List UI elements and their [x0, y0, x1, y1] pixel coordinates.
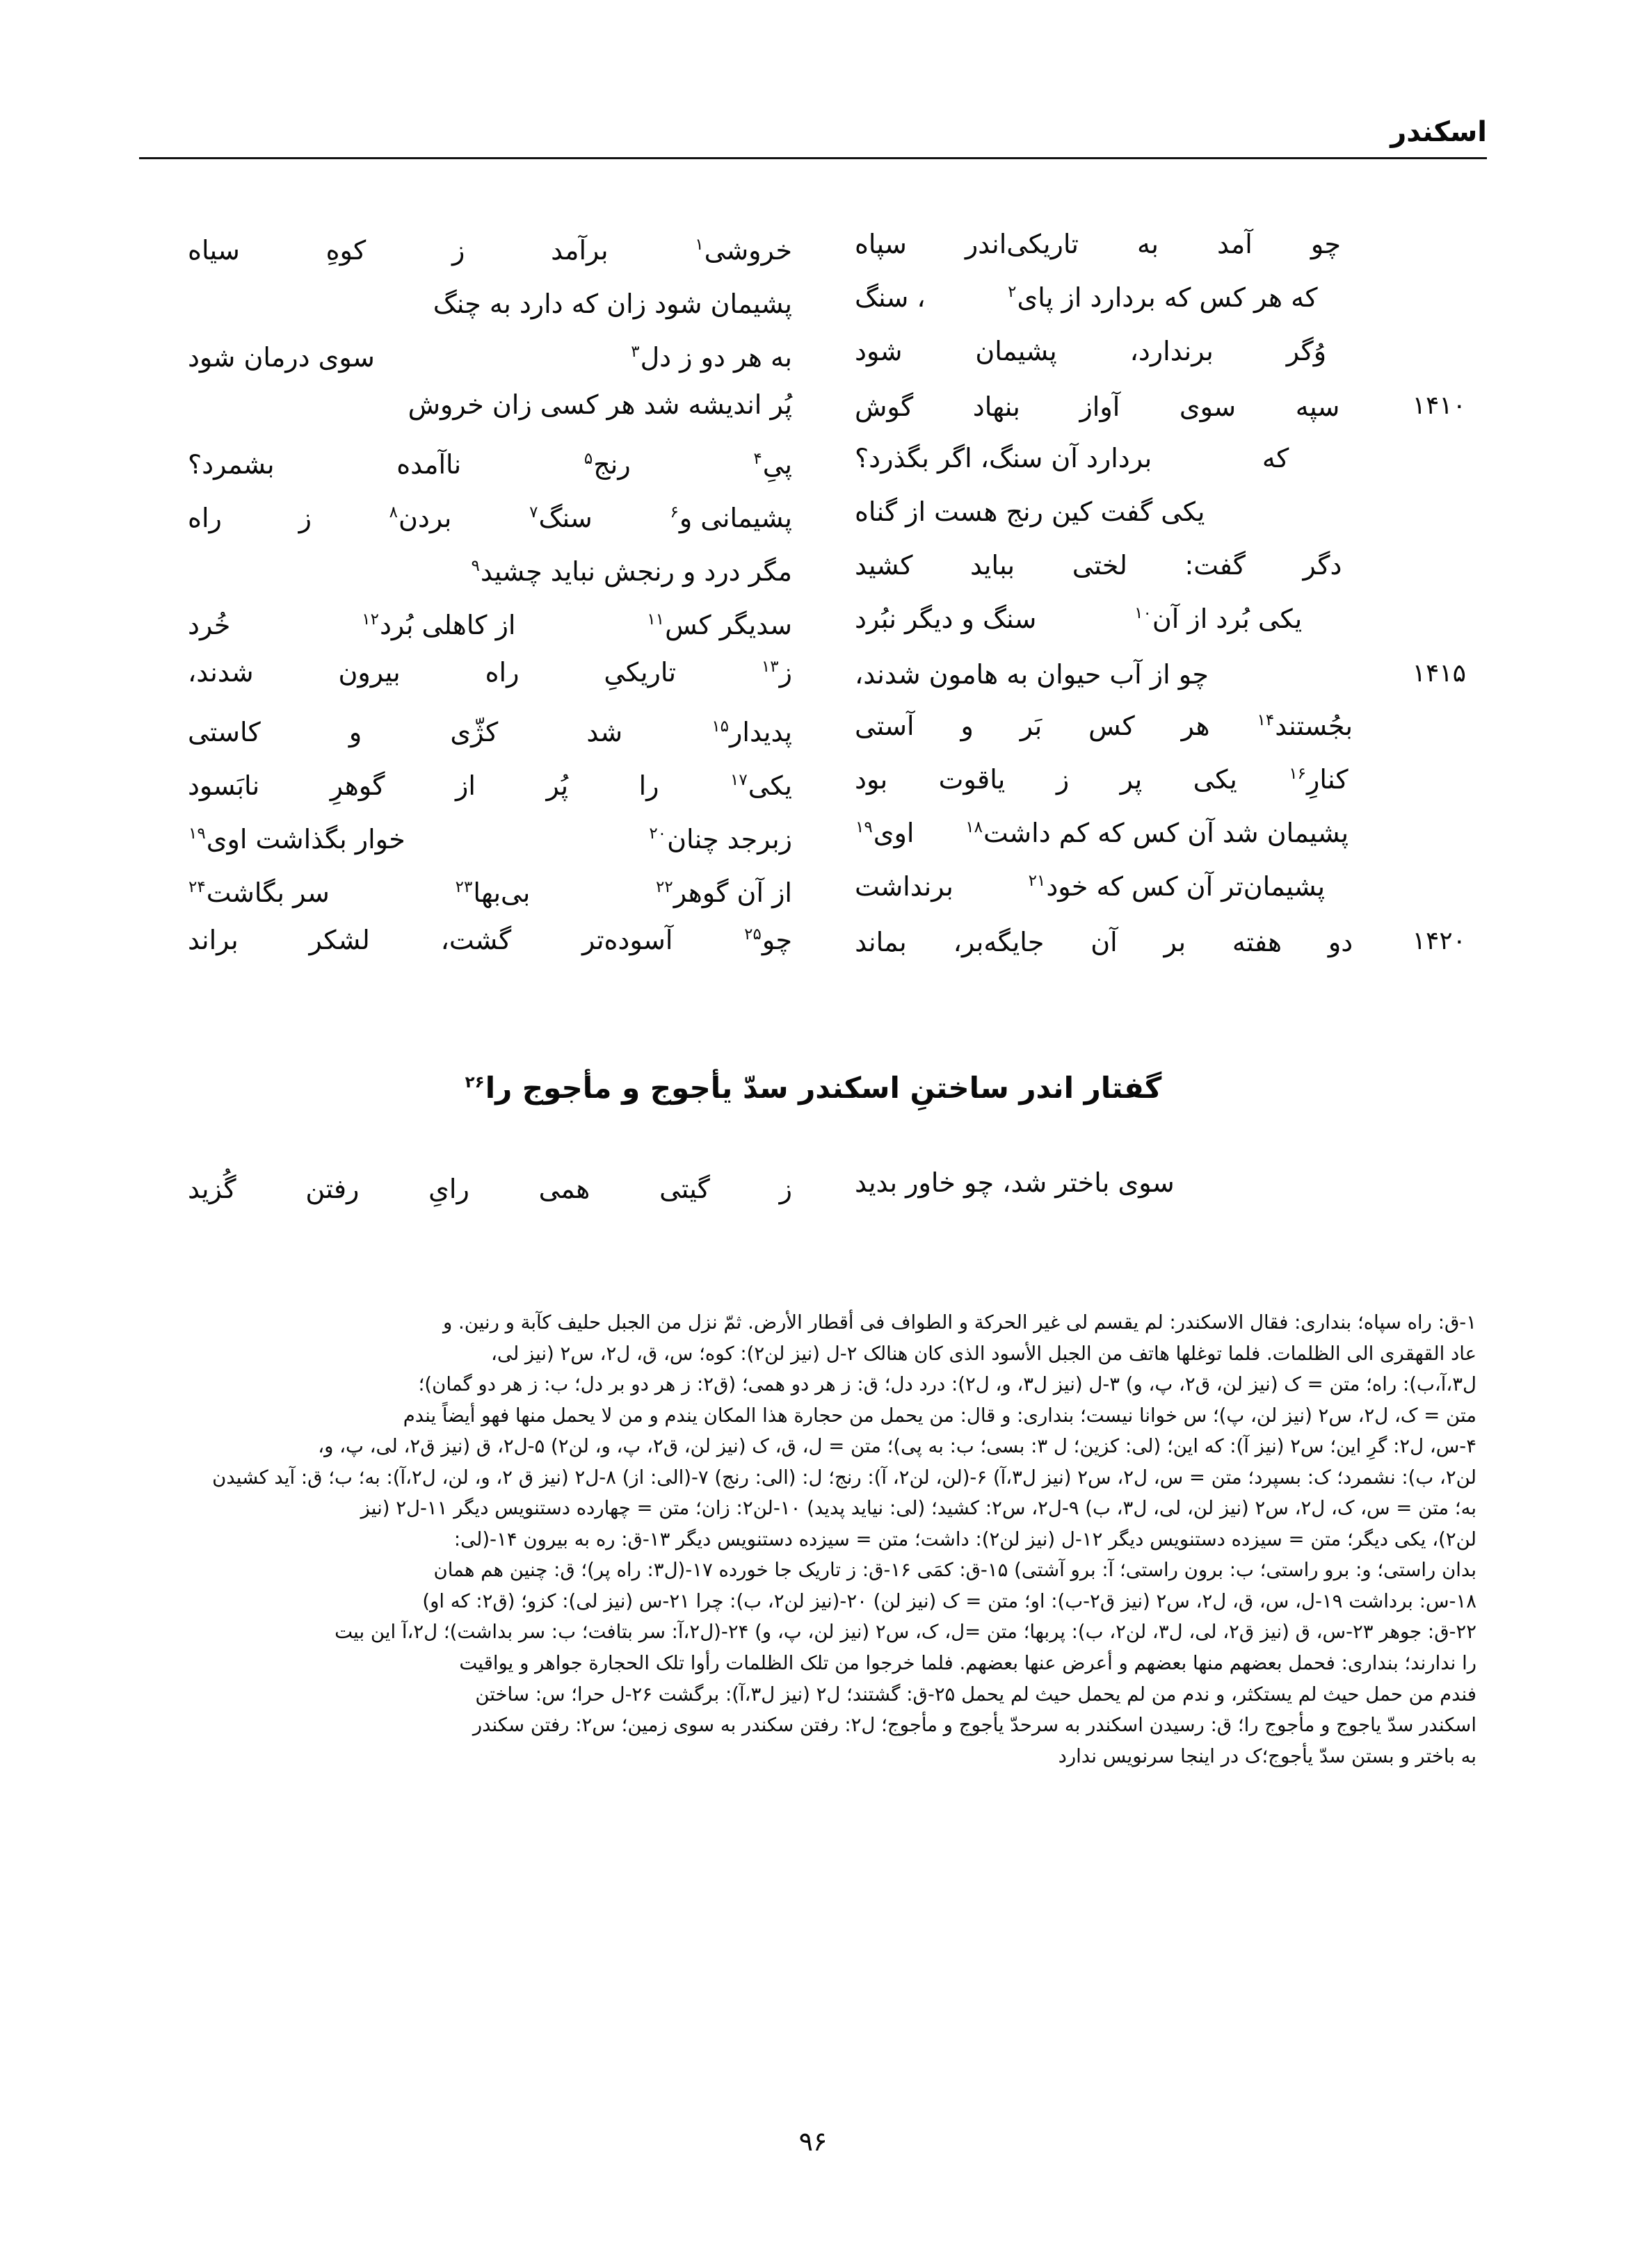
verse-word: پشیمانی و$^۶$ — [670, 502, 792, 533]
footnote-marker: ۵ — [583, 449, 593, 468]
footnote-marker: ۴ — [753, 449, 762, 468]
verse-word: یکی بُرد از آن$^{۱۰}$ — [1134, 604, 1303, 634]
footnote-marker: ۱۰ — [1134, 604, 1152, 623]
verse-word: چو — [1310, 229, 1341, 259]
verse-word: گوش — [855, 391, 914, 422]
apparatus-line: به باختر و بستن سدّ یأجوج؛ک در اینجا سرنویس ندارد — [1058, 1744, 1476, 1767]
footnote-marker: ۲۴ — [188, 877, 206, 896]
hemistich-second — [160, 450, 813, 480]
running-head-title: اسکندر — [1390, 116, 1487, 148]
verse-word: به — [1137, 229, 1159, 259]
verse-word: ز — [452, 234, 465, 266]
header-rule — [139, 157, 1487, 159]
verse-word: بردارد آن سنگ، اگر بگذرد؟ — [855, 443, 1152, 473]
verse-word: خروشی$^۱$ — [695, 234, 792, 266]
verse-block — [160, 229, 1466, 979]
verse-word: سپاه — [855, 229, 907, 259]
hemistich-first — [813, 660, 1466, 690]
verse-word: خوار بگذاشت اوی$^{۱۹}$ — [188, 823, 405, 854]
footnote-marker: ۱۶ — [1289, 765, 1307, 784]
verse-word: کژّی — [450, 716, 499, 747]
verse-line — [160, 872, 1466, 925]
footnote-marker: ۸ — [389, 503, 398, 521]
verse-word: گوهرِ — [330, 770, 385, 801]
verse-word: پُر اندیشه شد هر کسی زان خروش — [408, 389, 792, 420]
footnote-marker: ۳ — [631, 342, 640, 361]
footnote-marker: ۱۵ — [711, 717, 730, 736]
section-heading-text: گفتار اندر ساختنِ اسکندر سدّ یأجوج و مأجوج را — [485, 1071, 1162, 1105]
verse-word: بی‌بها$^{۲۳}$ — [455, 877, 531, 908]
section-heading — [160, 1071, 1466, 1105]
verse-word: زبرجد چنان$^{۲۰}$ — [649, 823, 792, 854]
verse-word: براند — [188, 925, 239, 955]
hemistich-first — [813, 392, 1466, 422]
verse-line — [160, 658, 1466, 711]
footnote-marker: ۲ — [1008, 283, 1017, 302]
hemistich-second — [160, 343, 813, 373]
hemistich-second — [160, 825, 813, 854]
verse-word: ز — [779, 1173, 792, 1204]
apparatus-line: فندم من حمل حیث لم یستکثر، و ندم من لم یحمل حیث لم یحمل ۲۵-ق: گشتند؛ ل۲ (نیز ل۳،آ): برگشت ۲۶-ل حرا؛ س: ساختن — [475, 1683, 1476, 1706]
verse-number — [1399, 711, 1466, 741]
verse-word: که هر کس که بردارد از پای$^۲$ — [1008, 282, 1318, 313]
verse-number — [1399, 337, 1466, 366]
verse-word: یکی گفت کین رنج هست از گناه — [855, 496, 1205, 527]
verse-word: که — [1262, 443, 1289, 473]
verse-word: جایگه‌بر، — [953, 927, 1045, 957]
verse-number: ۱۴۱۰ — [1412, 391, 1466, 420]
verse-line — [160, 1168, 1466, 1222]
verse-number — [1399, 872, 1466, 902]
hemistich-first — [813, 497, 1466, 527]
verse-word: تاریکیِ — [604, 657, 677, 688]
hemistich-first — [813, 604, 1466, 634]
verse-number — [1399, 497, 1466, 527]
verse-word: سیاه — [188, 234, 240, 266]
footnote-marker: ۲۵ — [744, 925, 762, 944]
verse-word: ناآمده — [396, 448, 462, 480]
verse-line — [160, 337, 1466, 390]
verse-word: چو از آب حیوان به هامون شدند، — [855, 659, 1209, 690]
hemistich-second — [160, 925, 813, 955]
verse-line — [160, 283, 1466, 337]
verse-word: خُرد — [188, 609, 231, 640]
verse-word: پدیدار$^{۱۵}$ — [711, 716, 792, 747]
verse-word: به هر دو ز دل$^۳$ — [631, 341, 792, 373]
verse-word: سنگ$^۷$ — [529, 502, 593, 533]
verse-number — [1399, 551, 1466, 581]
verse-word: سوی درمان شود — [188, 341, 375, 373]
apparatus-line: لن۲)، یکی دیگر؛ متن = سیزده دستنویس دیگر ۱۲-ل (نیز لن۲): داشت؛ متن = سیزده دستنویس دیگر ۱۳-ق: ره به بیرون ۱۴-(لی: — [453, 1528, 1476, 1550]
hemistich-first — [813, 337, 1466, 366]
verse-number — [1399, 818, 1466, 848]
hemistich-first — [813, 872, 1466, 902]
footnote-marker: ۱۹ — [188, 824, 206, 843]
verse-word: یکی — [1193, 764, 1237, 795]
verse-word: هر — [1181, 711, 1210, 741]
verse-word: پشیمان شد آن کس که کم داشت$^{۱۸}$ — [965, 818, 1349, 848]
verse-word: آسوده‌تر — [581, 925, 673, 955]
verse-word: وُگر — [1286, 336, 1327, 366]
verse-line — [160, 818, 1466, 872]
verse-word: آستی — [855, 711, 915, 741]
verse-word: لختی — [1072, 550, 1127, 581]
verse-word: ز — [298, 502, 312, 533]
verse-word: پشیمان‌تر آن کس که خود$^{۲۱}$ — [1028, 871, 1326, 902]
hemistich-second — [160, 503, 813, 533]
footnote-marker: ۱۹ — [855, 818, 873, 837]
verse-word: رنج$^۵$ — [583, 448, 631, 480]
verse-number — [1399, 229, 1466, 259]
verse-word: آن — [1090, 927, 1118, 957]
verse-line — [160, 497, 1466, 551]
footnote-marker: ۶ — [670, 503, 679, 521]
hemistich-first — [813, 283, 1466, 313]
verse-word: آواز — [1079, 391, 1120, 422]
hemistich-first — [813, 1168, 1466, 1198]
footnote-marker: ۱ — [695, 235, 704, 254]
footnote-marker: ۲۱ — [1028, 872, 1046, 891]
verse-word: گفت: — [1184, 550, 1246, 581]
verse-word: بباید — [969, 550, 1015, 581]
verse-word: سپه — [1295, 391, 1340, 422]
apparatus-line: را ندارند؛ بنداری: فحمل بعضهم منها بعضهم و أعرض عنها بعضهم. فلما خرجوا من تلک الظلمات رأوا تلک الحجارة جواهر و یواقیت — [459, 1652, 1476, 1675]
verse-word: کاستی — [188, 716, 261, 747]
verse-word: از آن گوهر$^{۲۲}$ — [656, 877, 792, 908]
verse-word: از کاهلی بُرد$^{۱۲}$ — [362, 609, 516, 640]
footnote-marker: ۱۱ — [647, 610, 665, 629]
verse-word: بنهاد — [972, 391, 1020, 422]
hemistich-second — [160, 390, 813, 420]
verse-word: بشمرد؟ — [188, 448, 275, 480]
running-head-area — [139, 118, 1487, 182]
verse-word: کس — [1088, 711, 1135, 741]
verse-word: شدند، — [188, 657, 254, 688]
verse-word: پر — [1120, 764, 1143, 795]
verse-number — [1399, 1168, 1466, 1198]
verse-word: بود — [855, 764, 888, 795]
verse-word: شد — [586, 716, 623, 747]
verse-word: ز$^{۱۳}$ — [761, 657, 792, 688]
verse-word: بماند — [855, 927, 907, 957]
verse-word: پیِ$^۴$ — [753, 448, 792, 480]
verse-word: مگر درد و رنجش نباید چشید$^۹$ — [471, 556, 792, 587]
verse-word: یکی$^{۱۷}$ — [730, 770, 792, 801]
verse-line — [160, 925, 1466, 979]
verse-word: گشت، — [440, 925, 512, 955]
apparatus-line: ۴-س، ل۲: گرِ این؛ س۲ (نیز آ): که این؛ (لی: کزین؛ ل ۳: بسی؛ ب: به پی)؛ متن = ل، ق، ک (نیز لن، ق۲، پ، و، لن۲) ۵-ل۲، ق (نیز ق۲، لی، پ، و، — [318, 1435, 1476, 1458]
verse-word: سوی — [1179, 391, 1237, 422]
verse-word: دو — [1328, 927, 1353, 957]
hemistich-first — [813, 711, 1466, 741]
verse-word: بردن$^۸$ — [389, 502, 452, 533]
verse-number: ۱۴۲۰ — [1412, 927, 1466, 955]
footnote-marker: ۹ — [471, 556, 480, 575]
hemistich-first — [813, 818, 1466, 848]
verse-line — [160, 711, 1466, 765]
verse-word: سوی باختر شد، چو خاور بدید — [855, 1167, 1175, 1198]
verse-word: پشیمان شود زان که دارد به چنگ — [433, 288, 792, 319]
verse-word: بَر — [1020, 711, 1043, 741]
apparatus-line: بدان راستی؛ و: برو راستی؛ ب: برون راستی؛ آ: برو آشتی) ۱۵-ق: کمَی ۱۶-ق: ز تاریک جا خورده ۱۷-(ل۳: راه پر)؛ ق: چنین هم همان — [433, 1559, 1476, 1582]
hemistich-second — [160, 289, 813, 319]
verse-word: بیرون — [338, 657, 401, 688]
hemistich-first — [813, 444, 1466, 473]
hemistich-first — [813, 551, 1466, 581]
apparatus-line: ۱-ق: راه سپاه؛ بنداری: فقال الاسکندر: لم یقسم لی غیر الحرکة و الطواف فی أقطار الأرض. ثمّ نزل من الجبل حلیف کآبة و رنین. و — [442, 1311, 1476, 1334]
verse-word: رفتن — [305, 1173, 360, 1204]
verse-word: شود — [855, 336, 903, 366]
verse-word: کنارِ$^{۱۶}$ — [1289, 764, 1349, 795]
footnote-marker: ۷ — [529, 503, 538, 521]
section-heading-footnote-marker: ۲۶ — [465, 1074, 485, 1092]
verse-word: پُر — [546, 770, 569, 801]
footnote-marker: ۲۲ — [656, 877, 673, 896]
verse-word: برندارد، — [1129, 336, 1214, 366]
critical-apparatus — [150, 1307, 1476, 1772]
verse-word: بر — [1164, 927, 1186, 957]
hemistich-second — [160, 658, 813, 688]
verse-word: راه — [188, 502, 222, 533]
hemistich-second — [160, 1174, 813, 1204]
verse-word: ، سنگ — [855, 282, 926, 313]
verse-word: برنداشت — [855, 871, 953, 902]
verse-word: آمد — [1216, 229, 1253, 259]
verse-word: سدیگر کس$^{۱۱}$ — [647, 609, 792, 640]
verse-word: نابَسود — [188, 770, 260, 801]
apparatus-line: ۱۸-س: برداشت ۱۹-ل، س، ق، ل۲، س۲ (نیز ق۲-ب): او؛ متن = ک (نیز لن) ۲۰-(نیز لن۲، ب): چرا ۲۱-س (نیز لی): کزو؛ (ق۲: که او) — [422, 1589, 1476, 1612]
verse-word: تاریکی‌اندر — [965, 229, 1079, 259]
verse-line — [160, 765, 1466, 818]
verse-word: پشیمان — [975, 336, 1057, 366]
verse-line — [160, 604, 1466, 658]
verse-line — [160, 229, 1466, 283]
verse-word: دگر — [1303, 550, 1342, 581]
footnote-marker: ۱۳ — [761, 658, 779, 677]
footnote-marker: ۱۸ — [965, 818, 983, 837]
apparatus-line: ل۳،آ،ب): راه؛ متن = ک (نیز لن، ق۲، پ، و) ۳-ل (نیز ل۳، و، ل۲): درد دل؛ ق: ز هر دو همی؛ (ق۲: ز هر دو بر دل؛ ب: ز هر دو گمان)؛ — [418, 1373, 1476, 1396]
verse-number: ۱۴۱۵ — [1412, 659, 1466, 688]
verse-word: کوهِ — [325, 234, 367, 266]
hemistich-second — [160, 557, 813, 587]
verse-word: همی — [538, 1173, 590, 1204]
verse-number — [1399, 765, 1466, 795]
hemistich-second — [160, 718, 813, 747]
apparatus-line: ۲۲-ق: جوهر ۲۳-س، ق (نیز ق۲، لی، ل۳، لن۲، ب): پربها؛ متن =ل، ک، س۲ (نیز لن، پ، و) ۲۴-(ل۲،آ: سر بتافت؛ ب: سر بداشت)؛ ل۲،آ این بیت — [335, 1621, 1476, 1644]
apparatus-line: لن۲، ب): نشمرد؛ ک: بسپرد؛ متن = س، ل۲، س۲ (نیز ل۳،آ) ۶-(لن، لن۲، آ): رنج؛ ل: (الی: رنج) ۷-(الی: از) ۸-ل۲ (نیز ق ۲، و، لن، ل۲،آ): به؛ ب؛ ق: آید کشیدن — [212, 1466, 1476, 1489]
apparatus-line: متن = ک، ل۲، س۲ (نیز لن، پ)؛ س خوانا نیست؛ بنداری: و قال: من یحمل من حجارة هذا المکان یندم و من لا یحمل منها فهو أیضاً یندم — [403, 1404, 1476, 1427]
verse-number — [1399, 604, 1466, 634]
apparatus-line: عاد القهقری الی الظلمات. فلما توغلها هاتف من الجبل الأسود الذی کان هنالک ۲-ل (نیز لن۲): کوه؛ س، ق، ل۲، س۲ (نیز لی، — [491, 1342, 1476, 1365]
verse-word: لشکر — [309, 925, 370, 955]
hemistich-second — [160, 236, 813, 266]
verse-number — [1399, 444, 1466, 473]
hemistich-second — [160, 610, 813, 640]
verse-line — [160, 390, 1466, 444]
verse-word: اوی$^{۱۹}$ — [855, 818, 915, 848]
verse-word: را — [638, 770, 659, 801]
verse-word: و — [960, 711, 974, 741]
verse-word: ز — [1056, 764, 1070, 795]
apparatus-line: به؛ متن = س، ک، ل۲، س۲ (نیز لن، لی، ل۳، ب) ۹-ل۲، س۲: کشید؛ (لی: نیاید پدید) ۱۰-لن۲: زان؛ متن = چهارده دستنویس دیگر ۱۱-ل۲ (نیز — [360, 1497, 1476, 1520]
post-heading-verse — [160, 1168, 1466, 1222]
hemistich-first — [813, 928, 1466, 957]
verse-number — [1399, 283, 1466, 313]
hemistich-first — [813, 229, 1466, 259]
hemistich-second — [160, 878, 813, 908]
hemistich-second — [160, 771, 813, 801]
verse-word: رایِ — [428, 1173, 469, 1204]
footnote-marker: ۱۷ — [730, 770, 748, 789]
verse-word: برآمد — [551, 234, 609, 266]
verse-word: و — [348, 716, 362, 747]
footnote-marker: ۲۰ — [649, 824, 667, 843]
verse-line — [160, 444, 1466, 497]
verse-word: چو$^{۲۵}$ — [744, 925, 792, 955]
footnote-marker: ۱۲ — [362, 610, 379, 629]
verse-word: راه — [485, 657, 520, 688]
footnote-marker: ۱۴ — [1257, 711, 1275, 730]
verse-word: کشید — [855, 550, 913, 581]
verse-word: از — [456, 770, 476, 801]
verse-word: هفته — [1232, 927, 1282, 957]
folio-number: ۹۶ — [798, 2126, 828, 2157]
verse-word: سر بگاشت$^{۲۴}$ — [188, 877, 330, 908]
verse-word: یاقوت — [938, 764, 1006, 795]
verse-word: گیتی — [659, 1173, 710, 1204]
footnote-marker: ۲۳ — [455, 877, 473, 896]
verse-word: سنگ و دیگر نبُرد — [855, 604, 1037, 634]
verse-word: گُزید — [188, 1173, 236, 1204]
verse-word: بجُستند$^{۱۴}$ — [1257, 711, 1353, 741]
hemistich-first — [813, 765, 1466, 795]
verse-line — [160, 551, 1466, 604]
apparatus-line: اسکندر سدّ یاجوج و مأجوج را؛ ق: رسیدن اسکندر به سرحدّ یأجوج و مأجوج؛ ل۲: رفتن سکندر به سوی زمین؛ س۲: رفتن سکندر — [472, 1714, 1476, 1737]
